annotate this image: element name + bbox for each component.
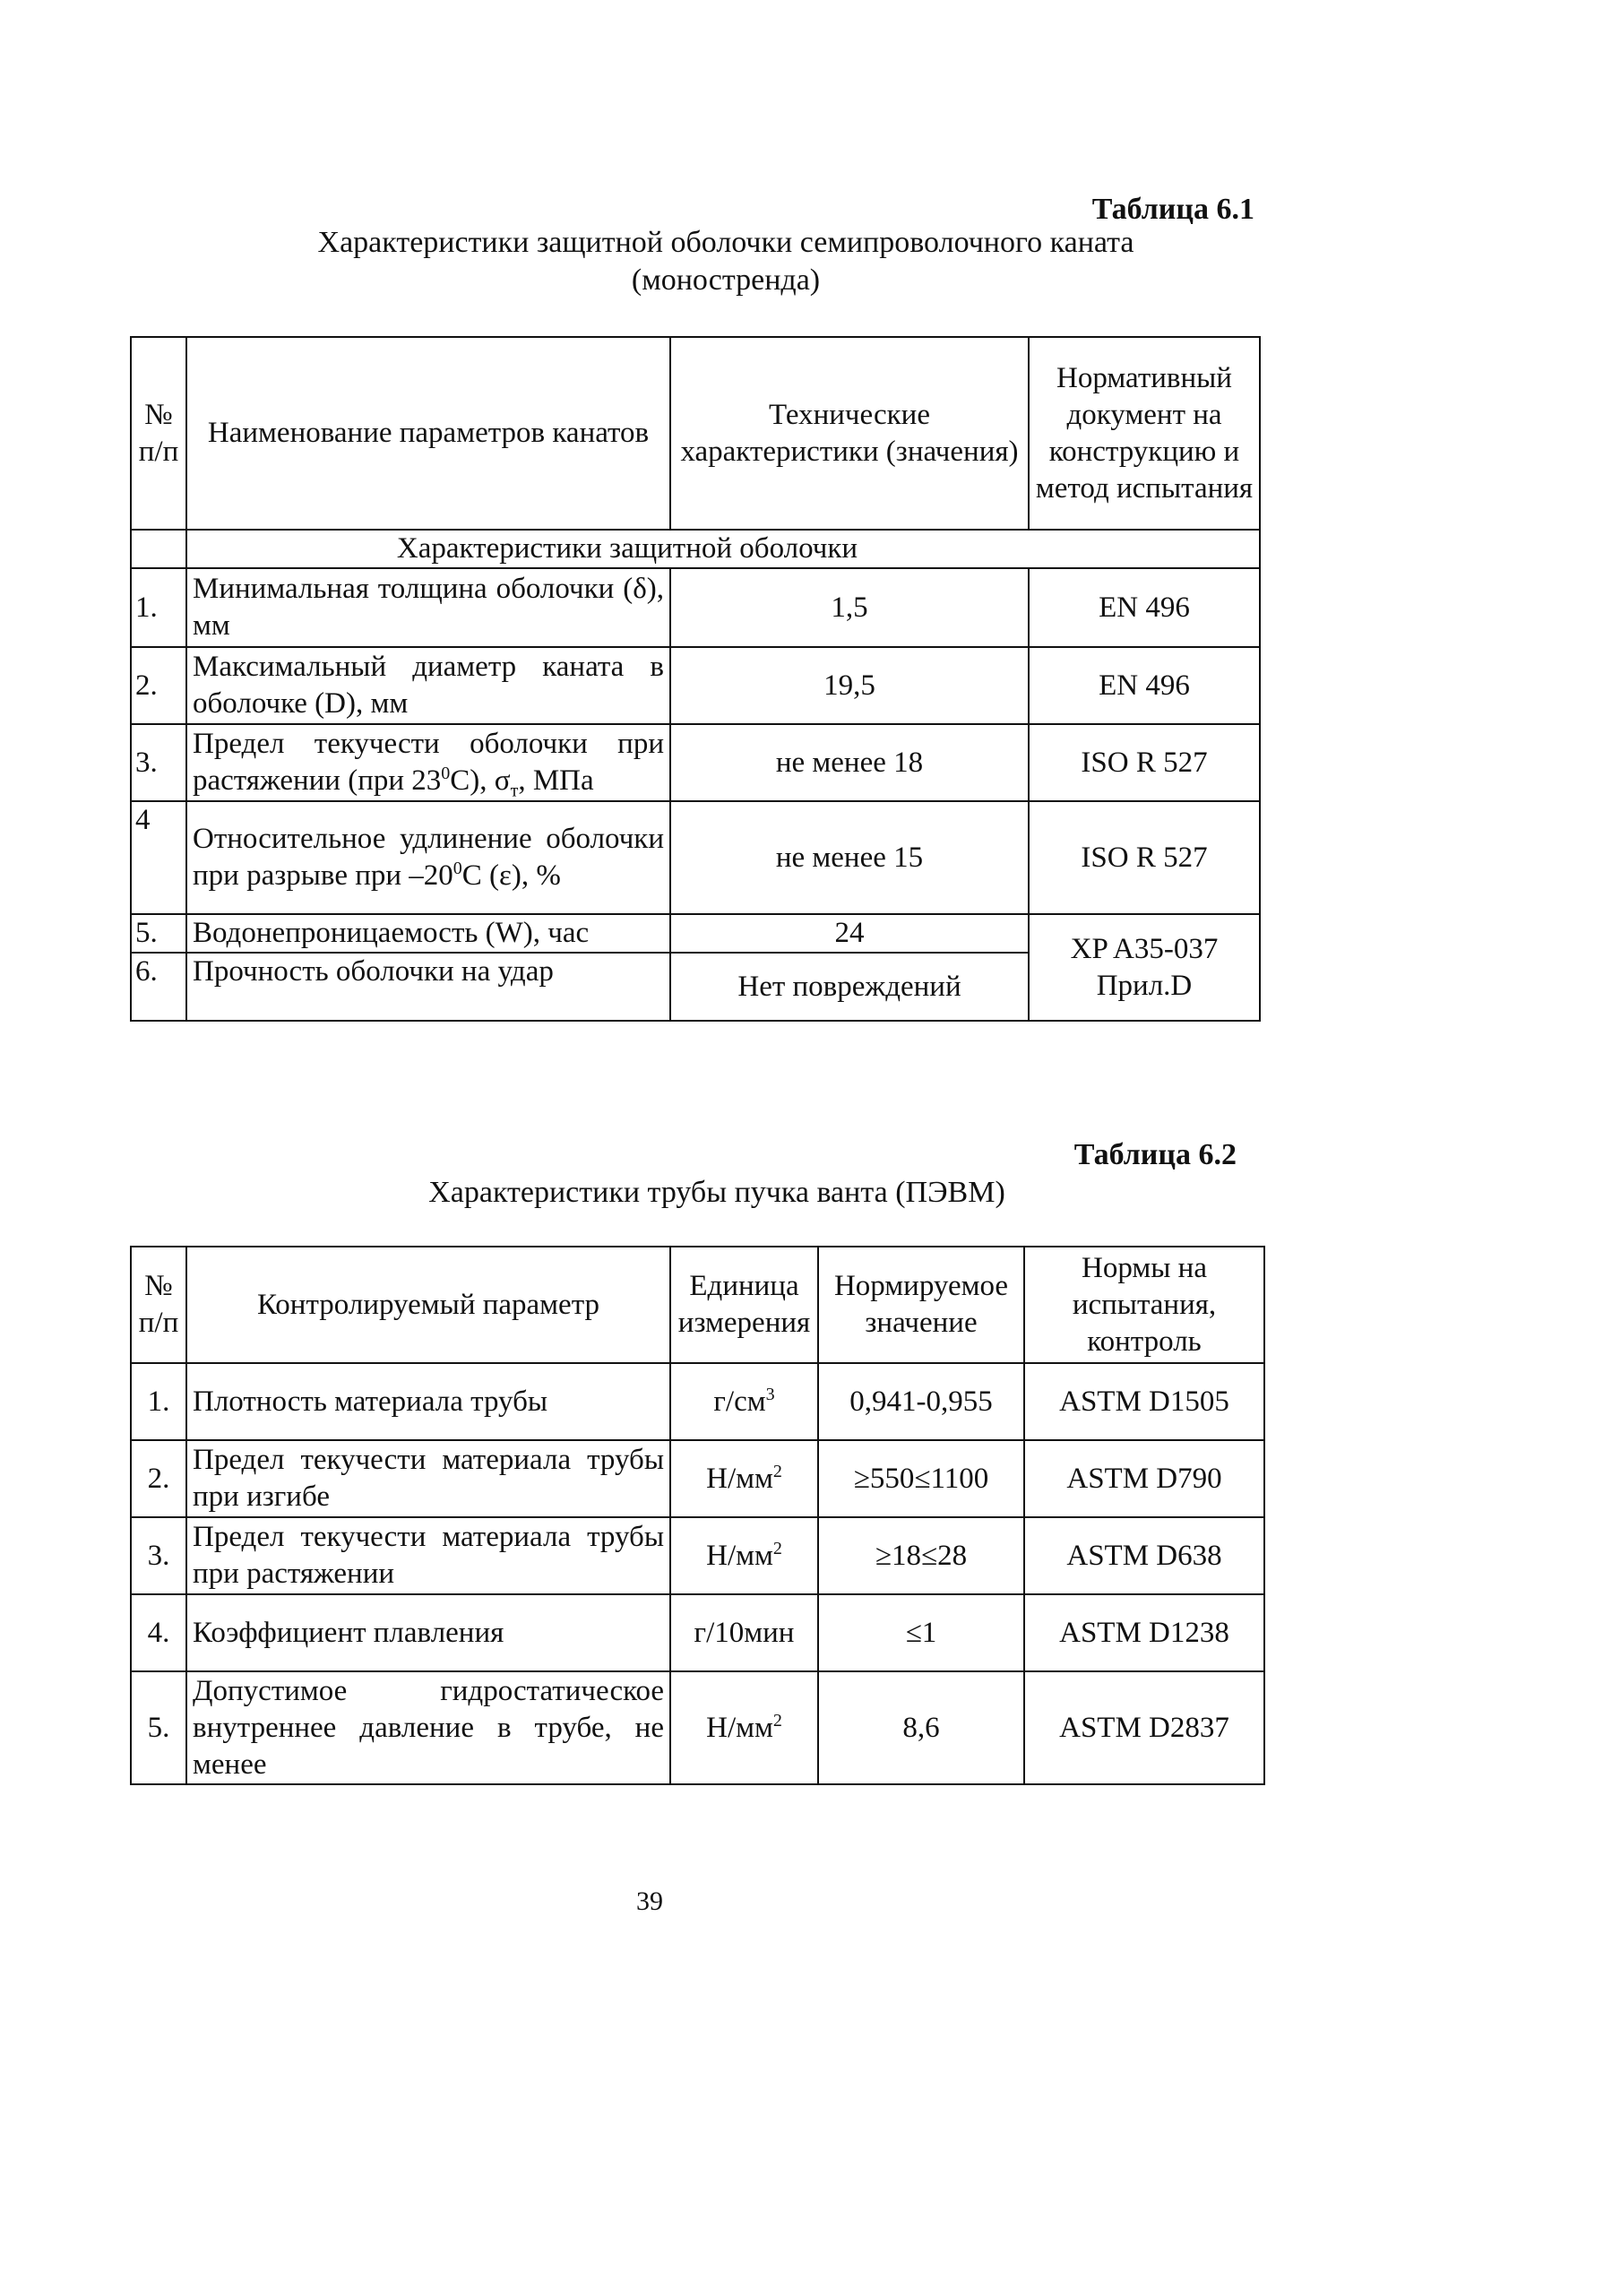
param-test: ASTM D1505 [1024,1363,1264,1440]
table1-header-tech: Технические характеристики (значения) [670,337,1029,530]
table2-title: Характеристики трубы пучка ванта (ПЭВМ) [428,1176,1005,1209]
table-row [131,914,1260,953]
table1-header-row [131,337,1260,530]
param-name: Относительное удлинение оболочки при разрыве при $-20^0С$ (ε), % [186,801,670,914]
param-unit: $Н/мм^2$ [670,1517,818,1594]
table-row [131,801,1260,914]
table2-header-row [131,1247,1264,1363]
param-unit: г/10мин [670,1594,818,1671]
table1-header-name: Наименование параметров канатов [186,337,670,530]
param-name: Максимальный диаметр каната в оболочке (D), мм [186,647,670,724]
page-number: 39 [636,1886,663,1916]
row-num: 3. [131,1517,186,1594]
param-value: 1,5 [670,568,1029,647]
row-num: 6. [131,953,186,1021]
table1 [130,336,1261,1022]
table2-header-unit: Единица измерения [670,1247,818,1363]
table-row [131,724,1260,801]
param-value: Нет повреждений [670,953,1029,1021]
param-norm: ≥18≤28 [818,1517,1024,1594]
table-row [131,1517,1264,1594]
param-doc-merged: XP A35-037 Прил.D [1029,914,1260,1021]
param-value: 19,5 [670,647,1029,724]
table1-section-blank [131,530,186,568]
param-unit: $г/см^3$ [670,1363,818,1440]
table2 [130,1246,1265,1785]
param-name: Прочность оболочки на удар [186,953,670,1021]
param-unit: $Н/мм^2$ [670,1440,818,1517]
table1-caption: Таблица 6.1 [1091,193,1254,226]
table1-section-row [131,530,1260,568]
param-name: Допустимое гидростатическое внутреннее давление в трубе, не менее [186,1671,670,1784]
table1-title [224,224,1228,299]
table1-title-line2: (монострендa) [631,263,821,297]
table2-header-norm: Нормируемое значение [818,1247,1024,1363]
param-name: Коэффициент плавления [186,1594,670,1671]
param-doc: ISO R 527 [1029,801,1260,914]
param-name: Предел текучести материала трубы при растяжении [186,1517,670,1594]
table-row [131,1363,1264,1440]
param-test: ASTM D1238 [1024,1594,1264,1671]
param-name: Предел текучести оболочки при растяжении (при $23^0С$), $\sigma_т$, МПа [186,724,670,801]
param-doc: EN 496 [1029,647,1260,724]
table1-header-doc: Нормативный документ на конструкцию и метод испытания [1029,337,1260,530]
param-norm: ≥550≤1100 [818,1440,1024,1517]
row-num: 2. [131,1440,186,1517]
table1-section-label: Характеристики защитной оболочки [186,530,1260,568]
param-test: ASTM D638 [1024,1517,1264,1594]
param-name: Предел текучести материала трубы при изгибе [186,1440,670,1517]
param-value: не менее 15 [670,801,1029,914]
table2-header-num: № п/п [131,1247,186,1363]
table2-header-test: Нормы на испытания, контроль [1024,1247,1264,1363]
table-row [131,568,1260,647]
table2-caption: Таблица 6.2 [1073,1138,1237,1171]
row-num: 1. [131,568,186,647]
param-doc: ISO R 527 [1029,724,1260,801]
table1-title-line1: Характеристики защитной оболочки семипроволочного каната [317,226,1134,259]
table2-header-param: Контролируемый параметр [186,1247,670,1363]
param-norm: 8,6 [818,1671,1024,1784]
row-num: 3. [131,724,186,801]
table1-header-num: № п/п [131,337,186,530]
row-num: 2. [131,647,186,724]
param-test: ASTM D790 [1024,1440,1264,1517]
param-name: Плотность материала трубы [186,1363,670,1440]
row-num: 1. [131,1363,186,1440]
param-test: ASTM D2837 [1024,1671,1264,1784]
row-num: 4. [131,1594,186,1671]
param-name: Водонепроницаемость (W), час [186,914,670,953]
param-value: 24 [670,914,1029,953]
param-norm: 0,941-0,955 [818,1363,1024,1440]
row-num: 4 [131,801,186,914]
param-name: Минимальная толщина оболочки (δ), мм [186,568,670,647]
table-row [131,1671,1264,1784]
table-row [131,1440,1264,1517]
table-row [131,647,1260,724]
row-num: 5. [131,914,186,953]
param-value: не менее 18 [670,724,1029,801]
param-norm: ≤1 [818,1594,1024,1671]
row-num: 5. [131,1671,186,1784]
param-unit: $Н/мм^2$ [670,1671,818,1784]
param-doc: EN 496 [1029,568,1260,647]
table-row [131,1594,1264,1671]
